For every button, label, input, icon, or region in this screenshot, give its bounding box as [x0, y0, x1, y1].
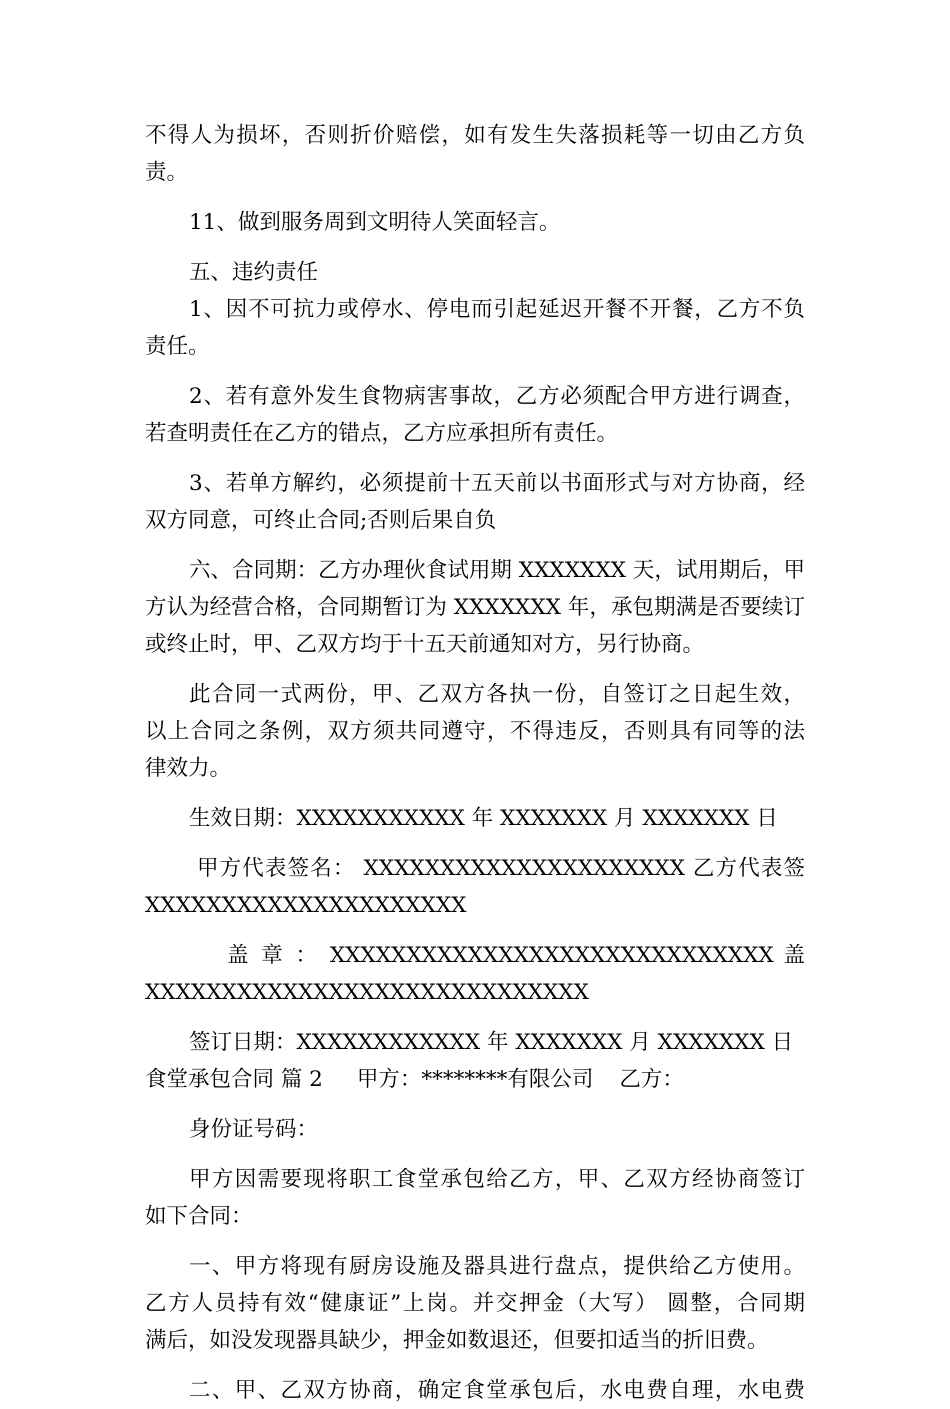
body-text-line: 责任。: [145, 334, 210, 359]
body-text-line: 不得人为损坏，否则折价赔偿，如有发生失落损耗等一切由乙方负: [145, 123, 805, 148]
copies-clause: 此合同一式两份，甲、乙双方各执一份，自签订之日起生效，: [189, 682, 805, 707]
body-text-line: 或终止时，甲、乙双方均于十五天前通知对方，另行协商。: [145, 632, 705, 657]
party-b: 乙方：: [619, 1067, 684, 1092]
body-text-line: 双方同意，可终止合同;否则后果自负: [145, 508, 497, 533]
body-text-line: 责。: [145, 160, 189, 185]
signature-line: 甲方代表签名： XXXXXXXXXXXXXXXXXXXXX 乙方代表签: [197, 856, 805, 881]
article-1: 一、甲方将现有厨房设施及器具进行盘点，提供给乙方使用。: [189, 1254, 805, 1279]
document-body: [145, 117, 805, 1409]
body-text-line: 方认为经营合格，合同期暂订为 XXXXXXX 年，承包期满是否要续订: [145, 595, 805, 620]
section-heading-breach: 五、违约责任: [189, 260, 319, 285]
body-text-line: 以上合同之条例，双方须共同遵守，不得违反，否则具有同等的法: [145, 719, 805, 744]
breach-clause-3: 3、若单方解约，必须提前十五天前以书面形式与对方协商，经: [189, 471, 805, 496]
signature-value: XXXXXXXXXXXXXXXXXXXXX: [145, 893, 467, 918]
signing-date: 签订日期：XXXXXXXXXXXX 年 XXXXXXX 月 XXXXXXX 日: [189, 1030, 794, 1055]
contract-title: 食堂承包合同 篇 2: [145, 1067, 323, 1092]
body-text-line: 如下合同：: [145, 1204, 253, 1229]
body-text-line: 满后，如没发现器具缺少，押金如数退还，但要扣适当的折旧费。: [145, 1328, 769, 1353]
body-text-line: 律效力。: [145, 756, 232, 781]
preamble: 甲方因需要现将职工食堂承包给乙方，甲、乙双方经协商签订: [189, 1167, 805, 1192]
seal-line: 盖 章 ： XXXXXXXXXXXXXXXXXXXXXXXXXXXXX 盖: [227, 943, 805, 968]
effective-date: 生效日期：XXXXXXXXXXX 年 XXXXXXX 月 XXXXXXX 日: [189, 806, 778, 831]
clause-11: 11、做到服务周到文明待人笑面轻言。: [189, 210, 561, 235]
body-text-line: 乙方人员持有效“健康证”上岗。并交押金（大写） 圆整，合同期: [145, 1291, 805, 1316]
section-title-line: [145, 1061, 805, 1098]
article-2: 二、甲、乙双方协商，确定食堂承包后，水电费自理，水电费: [189, 1378, 805, 1403]
id-number-label: 身份证号码：: [189, 1117, 319, 1142]
section-heading-term: 六、合同期：乙方办理伙食试用期 XXXXXXX 天，试用期后，甲: [189, 558, 805, 583]
breach-clause-1: 1、因不可抗力或停水、停电而引起延迟开餐不开餐，乙方不负: [189, 297, 805, 322]
body-text-line: 若查明责任在乙方的错点，乙方应承担所有责任。: [145, 421, 619, 446]
breach-clause-2: 2、若有意外发生食物病害事故，乙方必须配合甲方进行调查，: [189, 384, 805, 409]
party-a: 甲方：********有限公司: [356, 1067, 594, 1092]
seal-value: XXXXXXXXXXXXXXXXXXXXXXXXXXXXX: [145, 980, 589, 1005]
